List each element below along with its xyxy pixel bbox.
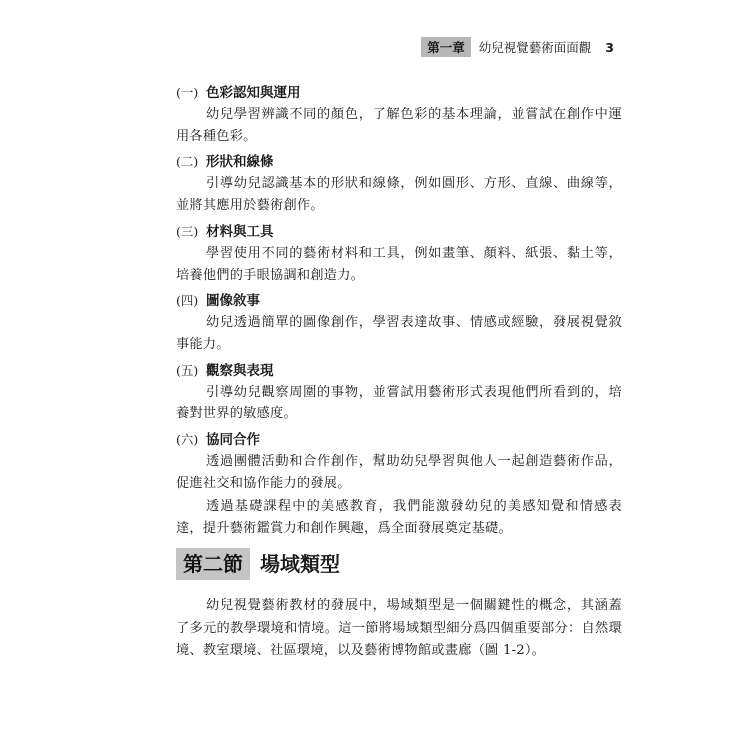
section-paragraph: 透過團體活動和合作創作，幫助幼兒學習與他人一起創造藝術作品，促進社交和協作能力的發展。 <box>176 454 622 491</box>
section-title: 色彩認知與運用 <box>206 85 301 101</box>
section-paragraph: 引導幼兒觀察周圍的事物，並嘗試用藝術形式表現他們所看到的，培養對世界的敏感度。 <box>176 384 622 422</box>
section-title: 協同合作 <box>206 432 260 449</box>
section-number: (六) <box>176 432 199 448</box>
section-heading <box>176 360 622 382</box>
section-paragraph: 幼兒透過簡單的圖像創作，學習表達故事、情感或經驗，發展視覺敘事能力。 <box>176 315 622 352</box>
section2-heading <box>176 548 340 580</box>
section-list <box>176 78 622 540</box>
section-heading <box>176 82 622 104</box>
section-item <box>176 429 622 494</box>
section-heading <box>176 429 622 451</box>
section2-badge: 第二節 <box>176 548 250 580</box>
section-paragraph: 學習使用不同的藝術材料和工具，例如畫筆、顏料、紙張、黏土等，培養他們的手眼協調和創造力。 <box>176 245 622 283</box>
running-header <box>421 37 614 57</box>
section-number: (一) <box>176 85 199 100</box>
section-item <box>176 360 622 425</box>
section2-intro-paragraph: 幼兒視覺藝術教材的發展中，場域類型是一個關鍵性的概念，其涵蓋了多元的教學環境和情境。這一節將場域類型細分爲四個重要部分：自然環境、教室環境、社區環境，以及藝術博物館或畫廊（圖 1-2）。 <box>176 598 622 658</box>
chapter-title: 幼兒視覺藝術面面觀 <box>478 40 592 55</box>
section-number: (三) <box>176 223 199 239</box>
page-number: 3 <box>605 39 614 55</box>
chapter-badge: 第一章 <box>421 37 471 57</box>
section-number: (二) <box>176 154 199 170</box>
section-item <box>176 221 622 286</box>
section-item <box>176 82 622 147</box>
section-paragraph: 幼兒學習辨識不同的顏色，了解色彩的基本理論，並嘗試在創作中運用各種色彩。 <box>176 107 622 144</box>
section-item <box>176 151 622 216</box>
section-paragraph: 引導幼兒認識基本的形狀和線條，例如圓形、方形、直線、曲線等，並將其應用於藝術創作。 <box>176 176 622 214</box>
section-title: 圖像敘事 <box>206 293 260 310</box>
section-title: 形狀和線條 <box>206 154 274 171</box>
section2-title: 場域類型 <box>260 552 340 576</box>
section-title: 材料與工具 <box>206 223 274 240</box>
closing-paragraph: 透過基礎課程中的美感教育，我們能激發幼兒的美感知覺和情感表達，提升藝術鑑賞力和創作興趣，爲全面發展奠定基礎。 <box>176 499 622 537</box>
section-number: (四) <box>176 293 199 309</box>
section-heading <box>176 290 622 312</box>
section-item <box>176 290 622 355</box>
section-number: (五) <box>176 362 199 378</box>
section-title: 觀察與表現 <box>206 362 274 379</box>
section-heading <box>176 221 622 243</box>
section-heading <box>176 151 622 173</box>
